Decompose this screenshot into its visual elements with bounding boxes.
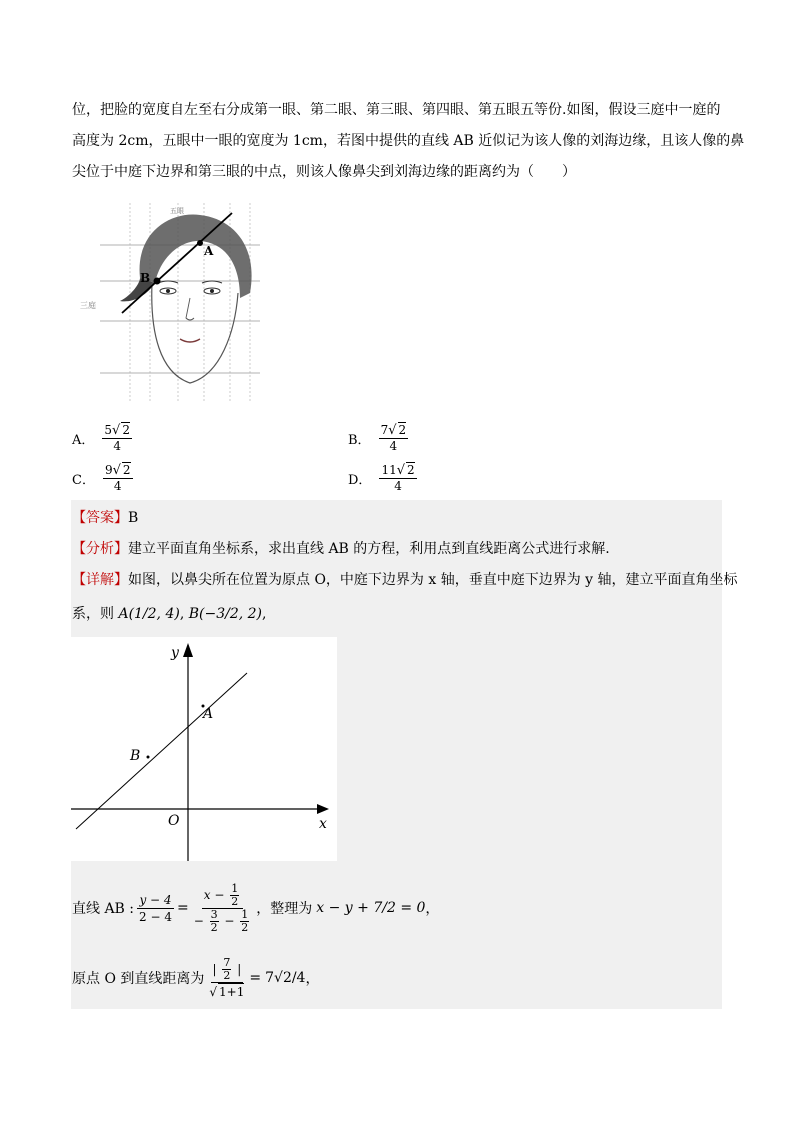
face-diagram: [100, 203, 260, 403]
analysis-text: 建立平面直角坐标系，求出直线 AB 的方程，利用点到直线距离公式进行求解.: [128, 541, 610, 557]
detail-line-1: [72, 569, 738, 589]
option-a-letter: A．: [72, 432, 95, 448]
point-a-marker: [197, 240, 203, 246]
label-a: A: [204, 244, 214, 258]
answer-line: [72, 507, 138, 527]
option-a-value: $\frac{5√ 2}{4}$: [104, 423, 130, 453]
option-c-value: $\frac{9√ 2}{4}$: [104, 463, 131, 493]
coordinate-graph: [71, 637, 337, 861]
simplified-prefix: ，整理为: [256, 901, 313, 917]
analysis-tag: 【分析】: [72, 541, 128, 557]
distance-fraction: | $\frac{7}{2}$ | √ 1+1: [209, 955, 245, 999]
distance-result: 7√2/4: [265, 970, 306, 986]
option-b[interactable]: [348, 416, 408, 460]
point-a-coord: A(1/2, 4): [118, 606, 180, 622]
distance-prefix: 原点 O 到直线距离为: [72, 971, 205, 987]
point-b-marker: [154, 278, 161, 285]
point-b-coord: B(−3/2, 2): [188, 606, 263, 622]
problem-line-3: 尖位于中庭下边界和第三眼的中点，则该人像鼻尖到刘海边缘的距离约为（ ）: [72, 164, 576, 180]
option-d-letter: D．: [348, 472, 372, 488]
eq-left-fraction: $\frac{y - 4}{2 - 4}$: [139, 892, 172, 924]
analysis-line: [72, 538, 610, 558]
eq-right-fraction: x − $\frac{1}{2}$ − $\frac{3}{2}$ − $\frac{1}{2}$: [193, 881, 249, 934]
answer-tag: 【答案】: [72, 510, 128, 526]
graph-label-b: B: [130, 748, 141, 764]
graph-label-a: A: [203, 706, 214, 722]
label-wuyan: 五眼: [170, 207, 184, 215]
problem-line-2: 高度为 2cm，五眼中一眼的宽度为 1cm，若图中提供的直线 AB 近似记为该人像的刘海边缘，且该人像的鼻: [72, 133, 745, 149]
option-d-value: $\frac{11√ 2}{4}$: [381, 463, 415, 493]
graph-label-x: x: [319, 816, 327, 832]
graph-label-y: y: [171, 645, 179, 661]
detail-text-2: 系，则: [72, 606, 114, 622]
label-b: B: [140, 271, 151, 285]
label-santing: 三庭: [80, 301, 96, 310]
detail-line-2: 系，则 A(1/2, 4), B(−3/2, 2),: [72, 606, 267, 622]
line-eq-prefix: 直线 AB :: [72, 901, 135, 917]
answer-value: B: [128, 510, 139, 526]
option-c-letter: C．: [72, 472, 95, 488]
distance-line: 原点 O 到直线距离为 | $\frac{7}{2}$ | √ 1+1 = 7√2/4 ，: [72, 955, 320, 999]
detail-text-1: 如图，以鼻尖所在位置为原点 O，中庭下边界为 x 轴，垂直中庭下边界为 y 轴，建立平面直角坐标: [128, 572, 738, 588]
simplified-eq: x − y + 7/2 = 0: [316, 900, 426, 916]
problem-text: [72, 95, 745, 188]
option-b-value: $\frac{7√ 2}{4}$: [380, 423, 407, 453]
line-equation: 直线 AB : $\frac{y - 4}{2 - 4}$ = x − $\frac{1}{2}$ − $\frac{3}{2}$ − $\frac{1}{2}$ ，整理为 x − y + 7/2 = 0 ，: [72, 881, 440, 934]
option-c[interactable]: [72, 456, 133, 500]
detail-tag: 【详解】: [72, 572, 128, 588]
option-b-letter: B．: [348, 432, 371, 448]
graph-point-b: [147, 756, 150, 759]
problem-line-1: 位，把脸的宽度自左至右分成第一眼、第二眼、第三眼、第四眼、第五眼五等份.如图，假设三庭中一庭的: [72, 102, 721, 118]
option-d[interactable]: [348, 456, 417, 500]
graph-label-origin: O: [168, 813, 180, 829]
option-a[interactable]: [72, 416, 132, 460]
